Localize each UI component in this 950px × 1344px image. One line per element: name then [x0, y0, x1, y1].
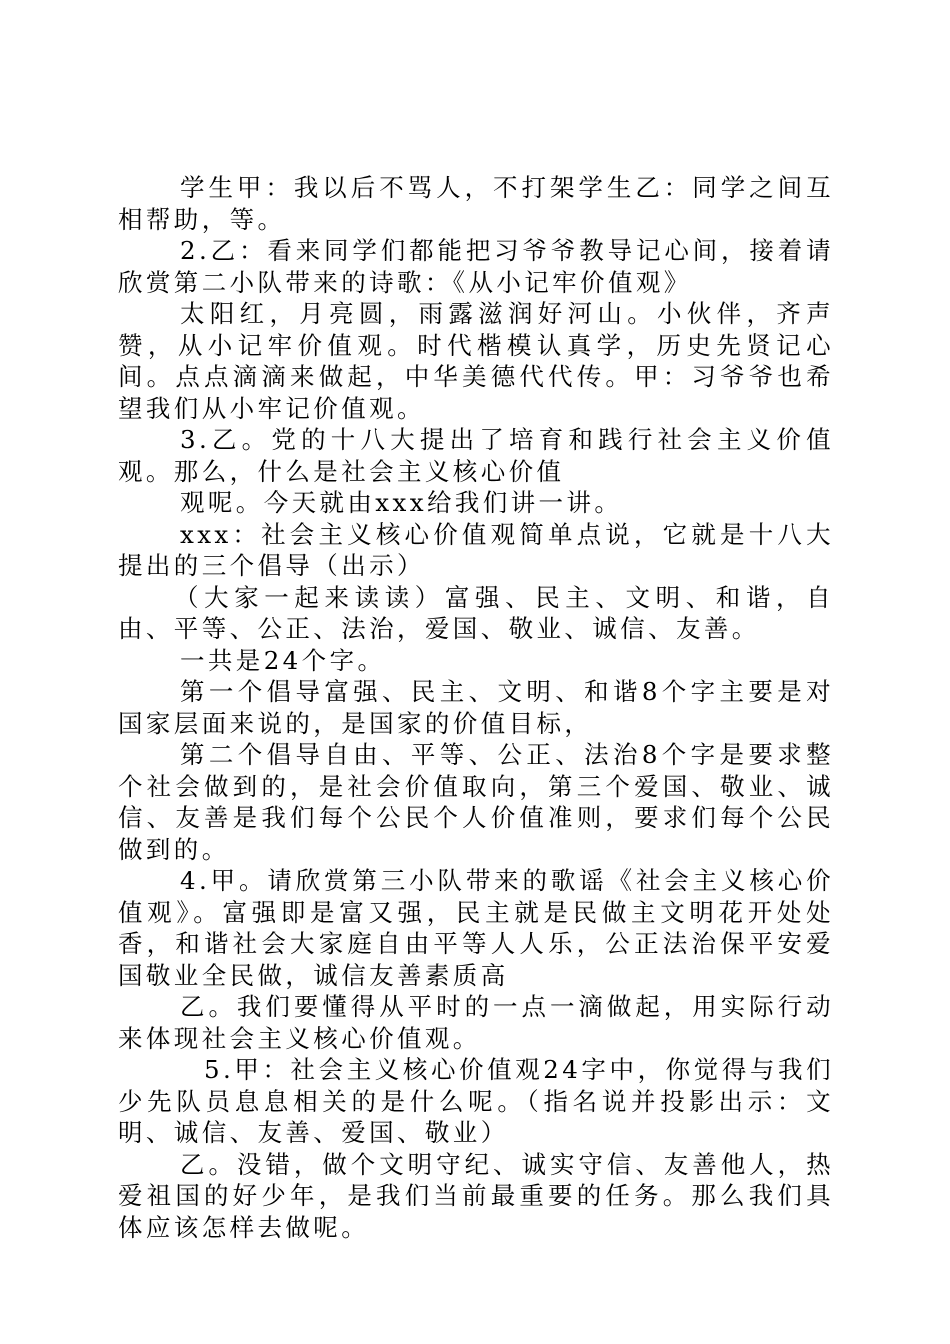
paragraph-2: 2.乙：看来同学们都能把习爷爷教导记心间，接着请欣赏第二小队带来的诗歌：《从小记牢价值观》	[118, 236, 834, 297]
paragraph-11: 4.甲。请欣赏第三小队带来的歌谣《社会主义核心价值观》。富强即是富又强，民主就是民做主文明花开处处香，和谐社会大家庭自由平等人人乐，公正法治保平安爱国敬业全民做，诚信友善素质高	[118, 866, 834, 990]
paragraph-6: xxx：社会主义核心价值观简单点说，它就是十八大提出的三个倡导（出示）	[118, 519, 834, 580]
paragraph-7: （大家一起来读读）富强、民主、文明、和谐，自由、平等、公正、法治，爱国、敬业、诚信、友善。	[118, 582, 834, 643]
paragraph-9: 第一个倡导富强、民主、文明、和谐8个字主要是对国家层面来说的，是国家的价值目标，	[118, 677, 834, 738]
paragraph-5: 观呢。今天就由xxx给我们讲一讲。	[180, 488, 623, 517]
paragraph-10: 第二个倡导自由、平等、公正、法治8个字是要求整个社会做到的，是社会价值取向，第三个爱国、敬业、诚信、友善是我们每个公民个人价值准则，要求们每个公民做到的。	[118, 740, 834, 864]
paragraph-14: 乙。没错，做个文明守纪、诚实守信、友善他人，热爱祖国的好少年，是我们当前最重要的任务。那么我们具体应该怎样去做呢。	[118, 1149, 834, 1242]
paragraph-4: 3.乙。党的十八大提出了培育和践行社会主义价值观。那么，什么是社会主义核心价值	[118, 425, 834, 486]
paragraph-13: 5.甲：社会主义核心价值观24字中，你觉得与我们少先队员息息相关的是什么呢。（指名说并投影出示：文明、诚信、友善、爱国、敬业）	[118, 1055, 834, 1147]
document-body	[118, 172, 834, 1243]
paragraph-8: 一共是24个字。	[180, 645, 386, 675]
paragraph-1: 学生甲：我以后不骂人，不打架学生乙：同学之间互相帮助，等。	[118, 173, 834, 234]
paragraph-12: 乙。我们要懂得从平时的一点一滴做起，用实际行动来体现社会主义核心价值观。	[118, 992, 834, 1053]
paragraph-3: 太阳红，月亮圆，雨露滋润好河山。小伙伴，齐声赞，从小记牢价值观。时代楷模认真学，历史先贤记心间。点点滴滴来做起，中华美德代代传。甲：习爷爷也希望我们从小牢记价值观。	[118, 299, 834, 423]
